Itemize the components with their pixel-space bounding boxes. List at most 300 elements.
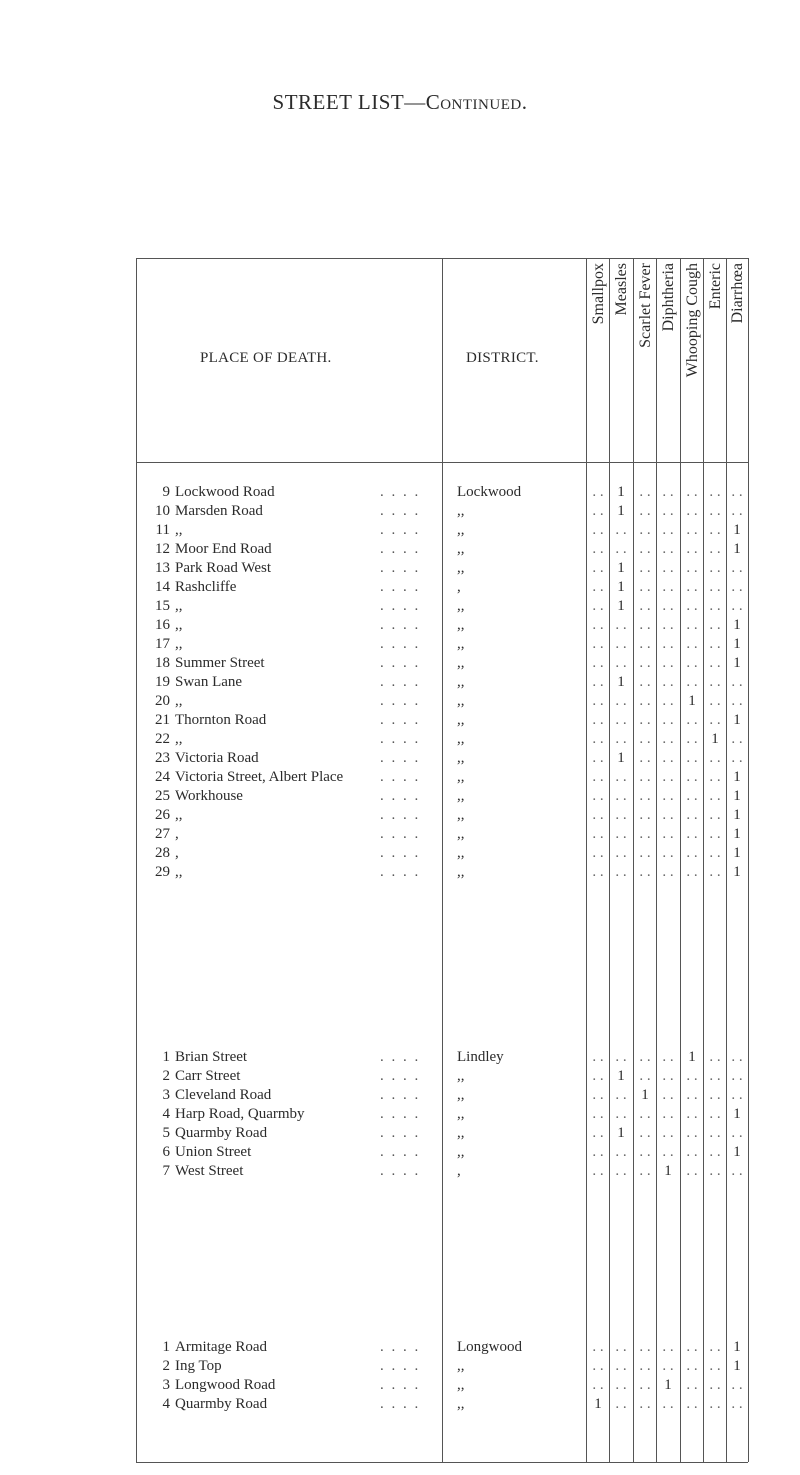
case-count: . . [639,598,651,614]
case-count: . . [662,731,674,747]
row-number: 26 [155,807,170,823]
case-count: 1 [733,1144,741,1160]
case-count: . . [709,1068,721,1084]
case-count: . . [709,1396,721,1412]
case-count: . . [592,1106,604,1122]
case-count: . . [639,636,651,652]
case-count: 1 [617,674,625,690]
case-count: . . [662,1358,674,1374]
row-number: 3 [162,1087,170,1103]
table-row [0,769,800,788]
leader-dots: . . . . [380,712,421,728]
case-count: . . [662,1144,674,1160]
case-count: . . [615,1377,627,1393]
case-count: 1 [733,1106,741,1122]
case-count: . . [639,579,651,595]
leader-dots: . . . . [380,674,421,690]
row-number: 25 [155,788,170,804]
row-number: 1 [162,1339,170,1355]
case-count: . . [709,788,721,804]
case-count: . . [709,750,721,766]
district: ,, [457,807,465,823]
case-count: 1 [617,598,625,614]
district: ,, [457,655,465,671]
case-count: . . [662,712,674,728]
case-count: . . [731,731,743,747]
diarrhoea-header: Diarrhœa [729,263,746,324]
leader-dots: . . . . [380,1087,421,1103]
case-count: . . [592,1144,604,1160]
leader-dots: . . . . [380,598,421,614]
table-row [0,826,800,845]
case-count: 1 [733,636,741,652]
case-count: . . [592,1087,604,1103]
case-count: . . [709,1163,721,1179]
case-count: . . [709,826,721,842]
table-row [0,484,800,503]
case-count: 1 [617,484,625,500]
row-number: 13 [155,560,170,576]
case-count: . . [639,1358,651,1374]
case-count: 1 [617,1068,625,1084]
case-count: . . [592,693,604,709]
leader-dots: . . . . [380,503,421,519]
case-count: . . [709,560,721,576]
district: ,, [457,826,465,842]
case-count: 1 [733,522,741,538]
case-count: . . [731,1125,743,1141]
case-count: . . [592,1068,604,1084]
district: Longwood [457,1339,522,1355]
case-count: 1 [733,826,741,842]
case-count: 1 [617,579,625,595]
case-count: . . [639,1396,651,1412]
case-count: . . [592,655,604,671]
table-row [0,693,800,712]
case-count: . . [592,598,604,614]
case-count: 1 [641,1087,649,1103]
case-count: . . [686,750,698,766]
leader-dots: . . . . [380,655,421,671]
case-count: . . [592,484,604,500]
case-count: . . [615,1339,627,1355]
case-count: . . [592,1358,604,1374]
case-count: . . [639,1144,651,1160]
case-count: . . [709,1144,721,1160]
case-count: . . [639,1106,651,1122]
case-count: . . [639,484,651,500]
table-row [0,1068,800,1087]
district: ,, [457,1144,465,1160]
case-count: . . [639,864,651,880]
leader-dots: . . . . [380,522,421,538]
case-count: . . [731,579,743,595]
table-row [0,750,800,769]
case-count: 1 [664,1163,672,1179]
case-count: 1 [617,750,625,766]
row-number: 6 [162,1144,170,1160]
row-number: 27 [155,826,170,842]
case-count: . . [615,617,627,633]
case-count: . . [662,1339,674,1355]
place-of-death: ,, [175,731,183,747]
case-count: . . [686,636,698,652]
case-count: . . [709,1049,721,1065]
case-count: . . [709,674,721,690]
case-count: 1 [617,1125,625,1141]
leader-dots: . . . . [380,617,421,633]
place-of-death: ,, [175,636,183,652]
district: ,, [457,712,465,728]
place-of-death: Quarmby Road [175,1396,268,1412]
row-number: 24 [155,769,170,785]
row-number: 5 [162,1125,170,1141]
case-count: 1 [733,655,741,671]
case-count: . . [731,1163,743,1179]
case-count: . . [662,750,674,766]
row-number: 16 [155,617,170,633]
case-count: . . [615,807,627,823]
case-count: . . [592,617,604,633]
case-count: . . [709,655,721,671]
case-count: . . [731,1068,743,1084]
case-count: . . [709,522,721,538]
case-count: . . [662,617,674,633]
leader-dots: . . . . [380,826,421,842]
case-count: . . [592,1339,604,1355]
case-count: . . [639,617,651,633]
table-row [0,598,800,617]
case-count: 1 [733,788,741,804]
table-row [0,1049,800,1068]
case-count: . . [615,731,627,747]
case-count: . . [639,750,651,766]
row-number: 28 [155,845,170,861]
case-count: . . [592,864,604,880]
place-of-death: Summer Street [175,655,265,671]
place-of-death: Armitage Road [175,1339,268,1355]
leader-dots: . . . . [380,579,421,595]
case-count: . . [686,598,698,614]
district: ,, [457,522,465,538]
case-count: . . [662,503,674,519]
district: ,, [457,1125,465,1141]
case-count: . . [709,864,721,880]
page-title [0,90,800,115]
case-count: . . [709,503,721,519]
district: ,, [457,788,465,804]
case-count: . . [731,1377,743,1393]
case-count: 1 [733,541,741,557]
case-count: . . [615,712,627,728]
case-count: . . [639,560,651,576]
case-count: . . [731,598,743,614]
case-count: . . [709,712,721,728]
row-number: 29 [155,864,170,880]
case-count: . . [686,541,698,557]
table-row [0,731,800,750]
district: ,, [457,636,465,652]
table-row [0,560,800,579]
case-count: 1 [688,1049,696,1065]
leader-dots: . . . . [380,807,421,823]
case-count: . . [662,674,674,690]
case-count: . . [662,693,674,709]
case-count: . . [615,845,627,861]
case-count: . . [709,807,721,823]
table-row [0,1144,800,1163]
case-count: . . [639,1377,651,1393]
case-count: . . [731,484,743,500]
row-number: 2 [162,1358,170,1374]
case-count: . . [592,788,604,804]
case-count: . . [686,807,698,823]
case-count: . . [686,1358,698,1374]
title-suffix: Continued. [425,90,528,114]
case-count: . . [639,503,651,519]
case-count: 1 [617,560,625,576]
case-count: . . [592,712,604,728]
leader-dots: . . . . [380,1049,421,1065]
case-count: . . [592,503,604,519]
leader-dots: . . . . [380,769,421,785]
table-row [0,541,800,560]
place-of-death: Victoria Street, Albert Place [175,769,344,785]
leader-dots: . . . . [380,1106,421,1122]
place-of-death: Rashcliffe [175,579,237,595]
case-count: 1 [733,845,741,861]
case-count: . . [662,522,674,538]
whooping-cough-header: Whooping Cough [684,263,701,378]
table-row [0,674,800,693]
case-count: . . [662,560,674,576]
case-count: . . [592,750,604,766]
case-count: . . [615,1049,627,1065]
district: ,, [457,617,465,633]
district: , [457,1163,461,1179]
case-count: . . [592,1163,604,1179]
case-count: . . [662,807,674,823]
row-number: 4 [162,1396,170,1412]
table-row [0,636,800,655]
place-of-death: Workhouse [175,788,243,804]
case-count: 1 [594,1396,602,1412]
case-count: . . [686,1163,698,1179]
case-count: . . [686,1068,698,1084]
case-count: . . [615,693,627,709]
case-count: . . [639,1068,651,1084]
case-count: . . [709,484,721,500]
case-count: . . [592,845,604,861]
case-count: . . [686,560,698,576]
case-count: . . [592,1377,604,1393]
case-count: . . [686,1396,698,1412]
case-count: . . [592,541,604,557]
table-row [0,579,800,598]
case-count: . . [615,864,627,880]
case-count: . . [615,788,627,804]
case-count: 1 [733,712,741,728]
district: ,, [457,1358,465,1374]
district: ,, [457,769,465,785]
case-count: . . [686,1339,698,1355]
district: ,, [457,864,465,880]
case-count: . . [709,1125,721,1141]
leader-dots: . . . . [380,693,421,709]
leader-dots: . . . . [380,1396,421,1412]
place-of-death: ,, [175,617,183,633]
case-count: 1 [688,693,696,709]
table-row [0,1087,800,1106]
leader-dots: . . . . [380,541,421,557]
district: ,, [457,750,465,766]
table-row [0,1396,800,1415]
row-number: 19 [155,674,170,690]
case-count: . . [615,1396,627,1412]
case-count: 1 [617,503,625,519]
case-count: . . [686,712,698,728]
case-count: . . [662,788,674,804]
case-count: . . [639,1049,651,1065]
case-count: . . [709,845,721,861]
case-count: . . [709,598,721,614]
leader-dots: . . . . [380,731,421,747]
leader-dots: . . . . [380,560,421,576]
case-count: . . [686,731,698,747]
case-count: . . [686,864,698,880]
case-count: . . [662,484,674,500]
district: ,, [457,845,465,861]
case-count: . . [639,769,651,785]
smallpox-header: Smallpox [590,263,607,325]
case-count: . . [686,1106,698,1122]
case-count: . . [686,1125,698,1141]
case-count: . . [592,826,604,842]
table-row [0,864,800,883]
case-count: . . [615,655,627,671]
case-count: . . [615,1163,627,1179]
case-count: . . [592,807,604,823]
leader-dots: . . . . [380,1339,421,1355]
case-count: . . [686,674,698,690]
case-count: . . [731,1396,743,1412]
district: ,, [457,1087,465,1103]
place-of-death: Carr Street [175,1068,241,1084]
case-count: . . [709,693,721,709]
place-of-death: Cleveland Road [175,1087,272,1103]
case-count: . . [686,769,698,785]
case-count: . . [662,579,674,595]
place-of-death: Marsden Road [175,503,263,519]
case-count: . . [686,503,698,519]
case-count: . . [731,1087,743,1103]
row-number: 1 [162,1049,170,1065]
place-of-death: Quarmby Road [175,1125,268,1141]
case-count: . . [592,1049,604,1065]
measles-header: Measles [613,263,630,316]
case-count: 1 [733,617,741,633]
case-count: . . [639,1339,651,1355]
case-count: . . [592,522,604,538]
case-count: . . [639,655,651,671]
case-count: . . [686,579,698,595]
place-of-death: , [175,845,179,861]
table-row [0,655,800,674]
diphtheria-header: Diphtheria [660,263,677,332]
case-count: . . [639,541,651,557]
row-number: 18 [155,655,170,671]
case-count: . . [639,788,651,804]
case-count: . . [615,826,627,842]
row-number: 3 [162,1377,170,1393]
case-count: 1 [664,1377,672,1393]
place-of-death: Swan Lane [175,674,243,690]
case-count: . . [592,769,604,785]
table-row [0,845,800,864]
leader-dots: . . . . [380,636,421,652]
leader-dots: . . . . [380,788,421,804]
case-count: . . [615,1144,627,1160]
case-count: . . [662,636,674,652]
case-count: . . [592,1125,604,1141]
case-count: . . [686,788,698,804]
case-count: . . [662,655,674,671]
case-count: . . [686,522,698,538]
case-count: 1 [733,807,741,823]
case-count: 1 [733,769,741,785]
place-of-death: ,, [175,807,183,823]
case-count: . . [686,845,698,861]
case-count: . . [639,712,651,728]
case-count: . . [709,1377,721,1393]
case-count: . . [731,674,743,690]
case-count: . . [709,769,721,785]
place-of-death: Ing Top [175,1358,222,1374]
district: ,, [457,731,465,747]
place-of-death: Harp Road, Quarmby [175,1106,305,1122]
case-count: . . [662,1087,674,1103]
place-of-death: Thornton Road [175,712,267,728]
case-count: . . [639,845,651,861]
row-number: 17 [155,636,170,652]
case-count: . . [662,1106,674,1122]
case-count: . . [709,579,721,595]
place-of-death-header: PLACE OF DEATH. [200,350,332,366]
case-count: . . [686,826,698,842]
district: Lockwood [457,484,522,500]
case-count: . . [639,693,651,709]
row-number: 22 [155,731,170,747]
leader-dots: . . . . [380,1144,421,1160]
case-count: . . [662,864,674,880]
table-bottom-rule [136,1462,748,1463]
place-of-death: Moor End Road [175,541,272,557]
case-count: . . [639,807,651,823]
case-count: . . [709,636,721,652]
scarlet-fever-header: Scarlet Fever [637,263,654,348]
district: ,, [457,1068,465,1084]
case-count: . . [709,1339,721,1355]
case-count: . . [639,1125,651,1141]
case-count: . . [615,1087,627,1103]
place-of-death: ,, [175,864,183,880]
table-row [0,1358,800,1377]
table-row [0,617,800,636]
case-count: . . [615,522,627,538]
case-count: . . [686,1144,698,1160]
row-number: 7 [162,1163,170,1179]
case-count: . . [662,1068,674,1084]
